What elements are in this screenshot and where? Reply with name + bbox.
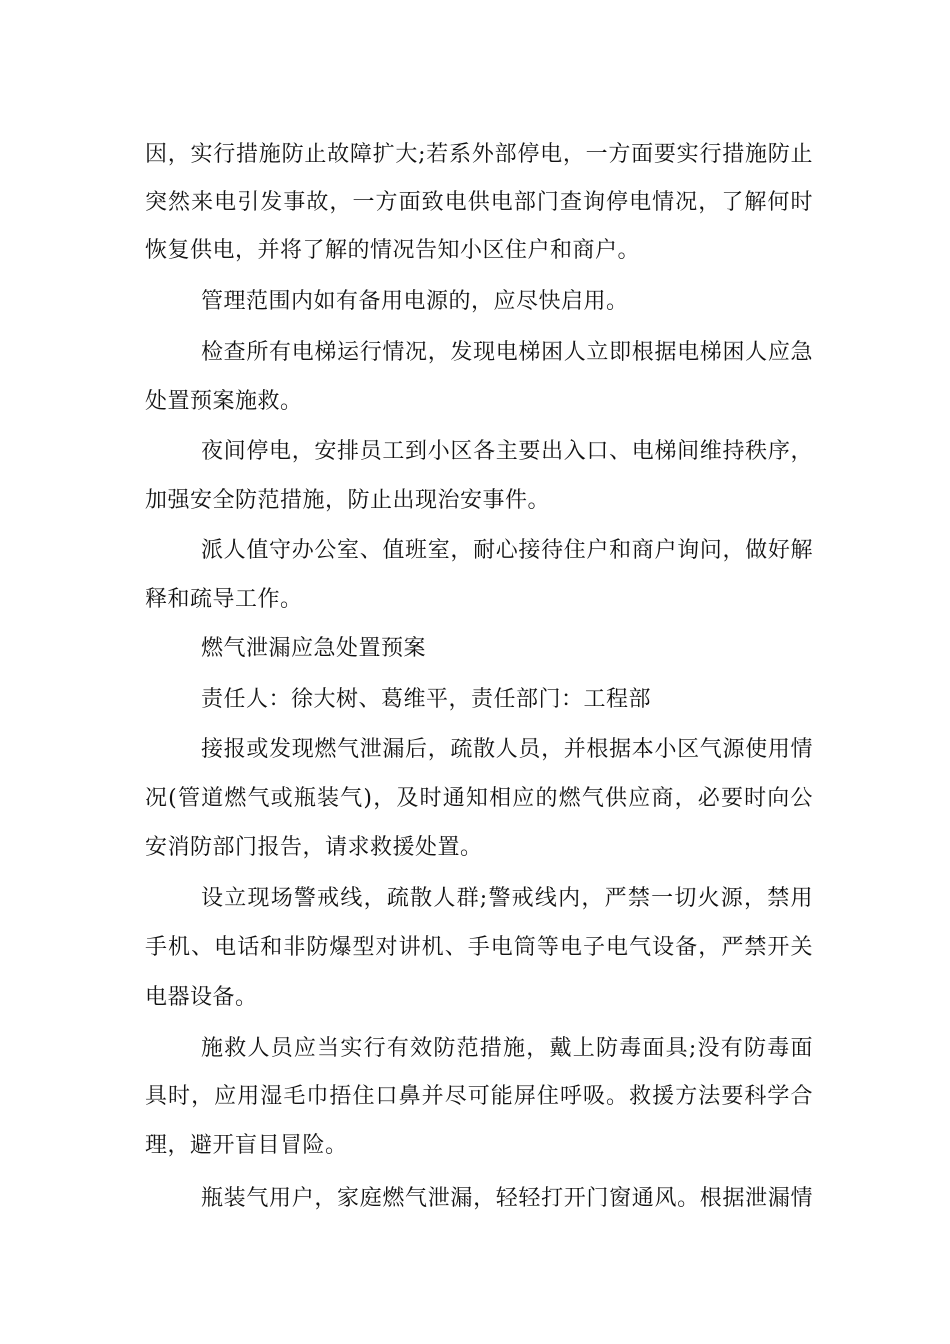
text-line: 管理范围内如有备用电源的，应尽快启用。 — [201, 289, 629, 314]
text-line: 责任人：徐大树、葛维平，责任部门：工程部 — [201, 687, 652, 712]
text-line: 释和疏导工作。 — [145, 587, 303, 612]
text-line: 手机、电话和非防爆型对讲机、手电筒等电子电气设备，严禁开关 — [145, 935, 813, 960]
text-line: 施救人员应当实行有效防范措施，戴上防毒面具;没有防毒面 — [201, 1036, 813, 1061]
text-line: 恢复供电，并将了解的情况告知小区住户和商户。 — [145, 238, 641, 263]
text-line: 况(管道燃气或瓶装气)，及时通知相应的燃气供应商，必要时向公 — [145, 786, 813, 811]
text-line: 电器设备。 — [145, 985, 258, 1010]
text-line: 理，避开盲目冒险。 — [145, 1133, 348, 1158]
text-line: 派人值守办公室、值班室，耐心接待住户和商户询问，做好解 — [201, 538, 813, 563]
text-line: 处置预案施救。 — [145, 389, 303, 414]
text-line: 夜间停电，安排员工到小区各主要出入口、电梯间维持秩序， — [201, 439, 813, 464]
text-line: 瓶装气用户，家庭燃气泄漏，轻轻打开门窗通风。根据泄漏情 — [201, 1186, 813, 1211]
section-heading: 燃气泄漏应急处置预案 — [201, 636, 427, 661]
text-line: 因，实行措施防止故障扩大;若系外部停电，一方面要实行措施防止 — [145, 142, 813, 167]
text-line: 具时，应用湿毛巾捂住口鼻并尽可能屏住呼吸。救援方法要科学合 — [145, 1084, 813, 1109]
text-line: 检查所有电梯运行情况，发现电梯困人立即根据电梯困人应急 — [201, 340, 813, 365]
text-line: 加强安全防范措施，防止出现治安事件。 — [145, 488, 551, 513]
text-line: 安消防部门报告，请求救援处置。 — [145, 835, 483, 860]
text-line: 设立现场警戒线，疏散人群;警戒线内，严禁一切火源，禁用 — [201, 886, 813, 911]
text-line: 接报或发现燃气泄漏后，疏散人员，并根据本小区气源使用情 — [201, 737, 813, 762]
text-line: 突然来电引发事故，一方面致电供电部门查询停电情况，了解何时 — [145, 190, 813, 215]
